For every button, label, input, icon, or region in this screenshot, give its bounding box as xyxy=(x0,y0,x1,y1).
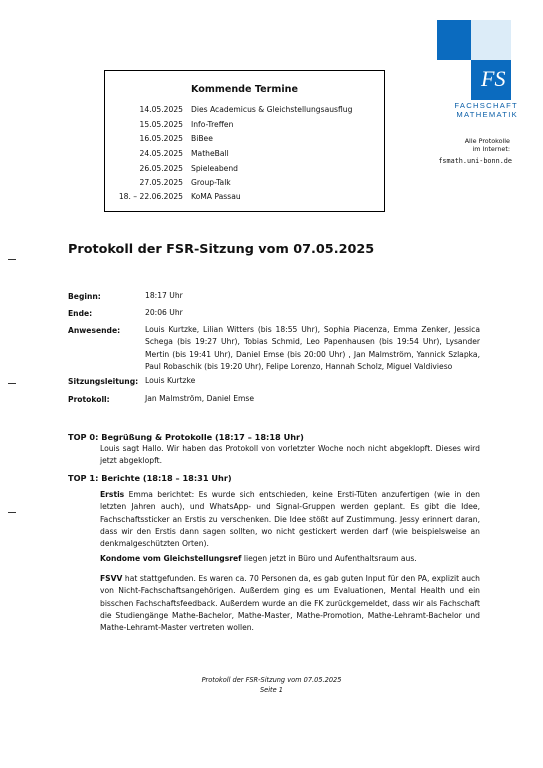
event-name: Info-Treffen xyxy=(191,120,234,129)
event-name: Spieleabend xyxy=(191,164,238,173)
margin-mark xyxy=(8,383,16,384)
event-name: Dies Academicus & Gleichstellungsausflug xyxy=(191,105,353,114)
margin-mark xyxy=(8,512,16,513)
event-name: BiBee xyxy=(191,134,213,143)
fsvv-label: FSVV xyxy=(100,574,123,583)
fachschaft-logo xyxy=(437,20,513,100)
event-row xyxy=(105,134,384,149)
attendees-label: Anwesende: xyxy=(68,326,121,335)
chair-label: Sitzungsleitung: xyxy=(68,377,139,386)
kondome-text: liegen jetzt in Büro und Aufenthaltsraum aus. xyxy=(243,554,417,563)
website-link[interactable]: fsmath.uni-bonn.de xyxy=(438,157,512,165)
event-name: MatheBall xyxy=(191,149,229,158)
page-number: Seite 1 xyxy=(259,686,283,694)
event-row xyxy=(105,178,384,193)
chair-value: Louis Kurtzke xyxy=(145,376,196,385)
event-date: 27.05.2025 xyxy=(139,178,183,187)
logo-letters: FS xyxy=(481,66,506,91)
event-date: 26.05.2025 xyxy=(139,164,183,173)
fsvv-text: hat stattgefunden. Es waren ca. 70 Personen da, es gab guten Input für den PA, explizit auch von Nicht-Fachschaftsangehörigen. Außerdem ging es um Evaluationen, Mental Health und ein bisschen Fachschaftsfeedback. Außerdem wurde an die FK zurückgemeldet, dass wir als Fachschaft die Studiengänge Mathe-Bachelor, Mathe-Master, Mathe-Promotion, Mathe-Lehramt-Bachelor und Mathe-Lehramt-Master vertreten wollen. xyxy=(100,574,480,633)
begin-label: Beginn: xyxy=(68,292,101,301)
upcoming-events-title: Kommende Termine xyxy=(190,84,299,95)
begin-value: 18:17 Uhr xyxy=(145,291,183,300)
event-row xyxy=(105,149,384,164)
attendees-value: Louis Kurtzke, Lilian Witters (bis 18:55 Uhr), Sophia Piacenza, Emma Zenker, Jessica Schega (bis 19:27 Uhr), Tobias Schmid, Leo Papenhausen (bis 19:54 Uhr), Lysander Mertin (bis 19:41 Uhr), Daniel Emse (bis 20:00 Uhr) , Jan Malmström, Yannick Szlapka, Paul Robaschik (bis 19:20 Uhr), Felipe Lorenzo, Hannah Scholz, Miguel Valdivieso xyxy=(145,325,480,371)
margin-mark xyxy=(8,259,16,260)
event-date: 14.05.2025 xyxy=(139,105,183,114)
minutes-value: Jan Malmström, Daniel Emse xyxy=(145,394,255,403)
event-row xyxy=(105,192,384,207)
event-row xyxy=(105,105,384,120)
event-name: Group-Talk xyxy=(191,178,231,187)
event-name: KoMA Passau xyxy=(191,192,241,201)
event-date: 24.05.2025 xyxy=(139,149,183,158)
kondome-paragraph xyxy=(100,553,480,565)
event-date: 15.05.2025 xyxy=(139,120,183,129)
logo-line-1: FACHSCHAFT xyxy=(454,101,518,110)
end-value: 20:06 Uhr xyxy=(145,308,183,317)
logo-block-light xyxy=(471,20,511,60)
end-label: Ende: xyxy=(68,309,93,318)
event-row xyxy=(105,120,384,135)
side-note-line-1: Alle Protokolle xyxy=(464,137,510,145)
event-date: 16.05.2025 xyxy=(139,134,183,143)
ersti-paragraph xyxy=(100,489,480,550)
top0-heading: TOP 0: Begrüßung & Protokolle (18:17 – 18:18 Uhr) xyxy=(68,432,304,442)
logo-line-2: MATHEMATIK xyxy=(456,110,518,119)
document-title: Protokoll der FSR-Sitzung vom 07.05.2025 xyxy=(68,242,375,257)
top0-text: Louis sagt Hallo. Wir haben das Protokoll von vorletzter Woche noch nicht abgeklopft. Dieses wird jetzt abgeklopft. xyxy=(100,444,480,466)
kondome-label: Kondome vom Gleichstellungsref xyxy=(100,554,242,563)
footer-title: Protokoll der FSR-Sitzung vom 07.05.2025 xyxy=(201,676,342,684)
minutes-label: Protokoll: xyxy=(68,395,110,404)
top1-heading: TOP 1: Berichte (18:18 – 18:31 Uhr) xyxy=(68,473,232,483)
upcoming-events-box xyxy=(104,70,385,212)
ersti-label: Erstis xyxy=(100,490,125,499)
ersti-text: Emma berichtet: Es wurde sich entschieden, keine Ersti-Tüten anzufertigen (wie in den letzten Jahren auch), und WhatsApp- und Signal-Gruppen werden geplant. Es gibt die Idee, Fachschaftssticker an Erstis zu verschenken. Die Idee stößt auf Zustimmung. Jessy erinnert daran, dass wir den Erstis dann sagen sollten, wo nicht gestickert werden darf (wie beispielsweise an denkmalgeschützten Orten). xyxy=(100,490,480,549)
side-note-line-2: im Internet: xyxy=(472,145,510,153)
event-row xyxy=(105,164,384,179)
fsvv-paragraph xyxy=(100,573,480,634)
logo-block-top xyxy=(437,20,471,60)
event-date: 18. – 22.06.2025 xyxy=(118,192,183,201)
